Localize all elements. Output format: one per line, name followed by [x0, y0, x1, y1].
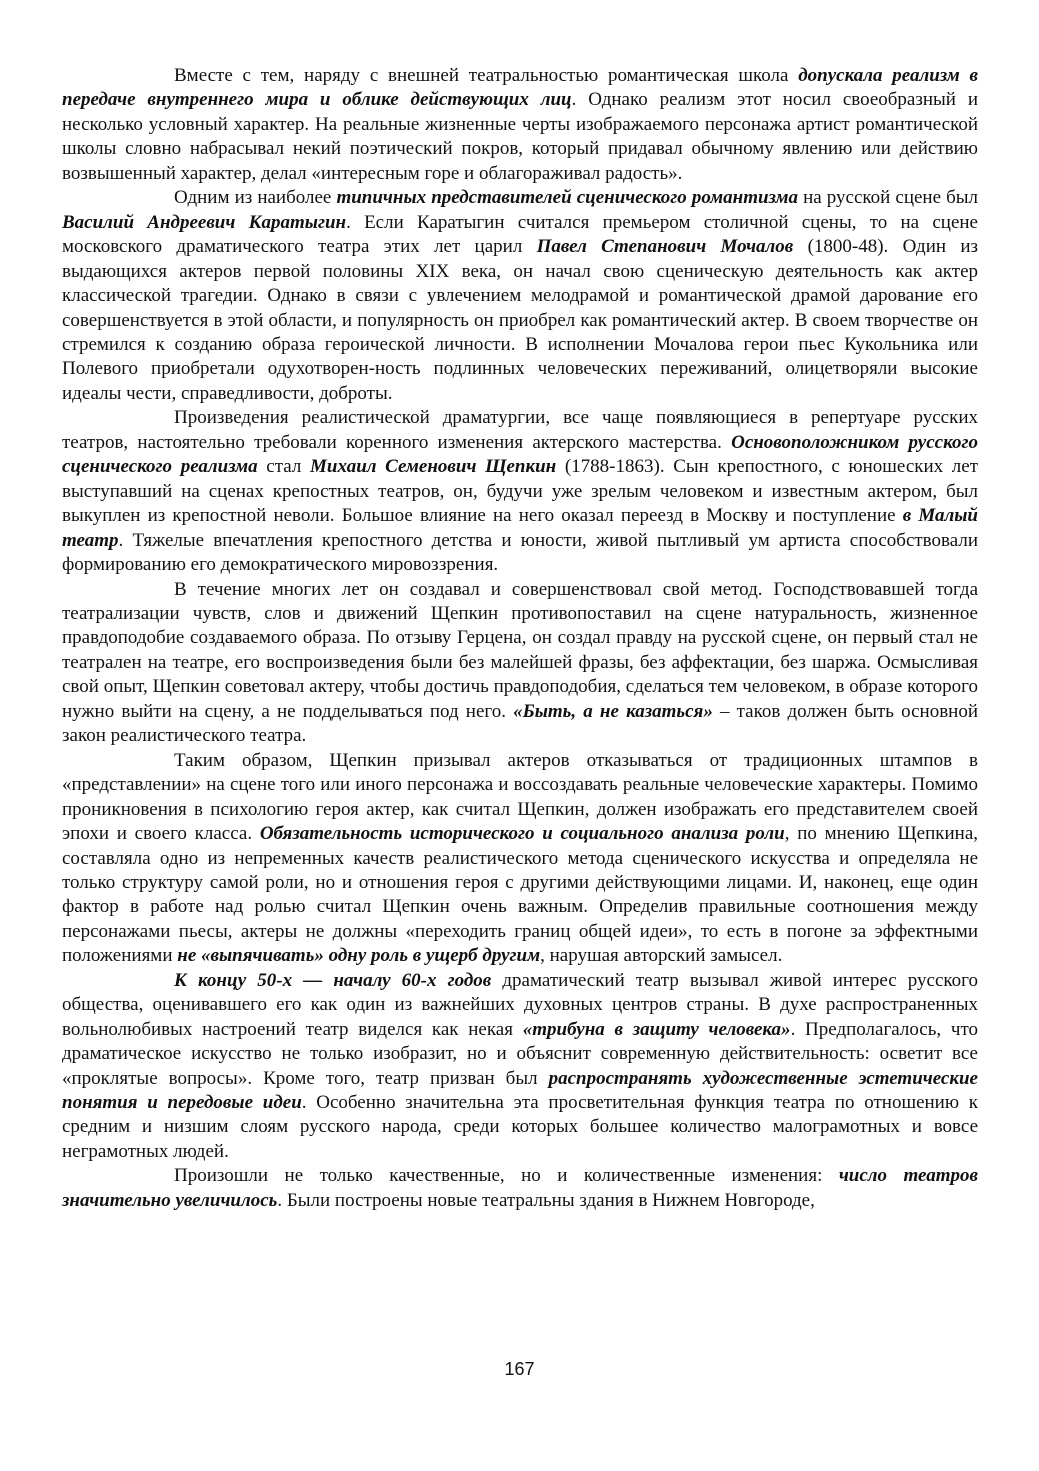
emphasis-text: Василий Андреевич Каратыгин [62, 211, 347, 233]
paragraph [62, 186, 978, 406]
emphasis-text: не «выпячивать» одну роль в ущерб другим [177, 945, 541, 967]
paragraph [62, 749, 978, 969]
emphasis-text: Павел Степанович Мочалов [536, 236, 794, 258]
page-number: 167 [504, 1359, 535, 1379]
body-text: , по мнению Щепкина, составляла одно из непременных качеств реалистического метода сценического искусства и определяла не только структуру самой роли, но и отношения героя с другими действующими лицами. И, наконец, еще один фактор в работе над ролью считал Щепкин очень важным. Определив правильные соотношения между персонажами пьесы, актеры не должны «переходить границ общей идеи», то есть в погоне за эффектными положениями [62, 823, 979, 967]
body-text: драматический театр вызывал живой интерес русского общества, оценивавшего его как один из важнейших духовных центров страны. В духе распространенных вольнолюбивых настроений театр виделся как некая [62, 969, 978, 1040]
body-text: . Предполагалось, что драматическое искусство не только изобразит, но и объяснит современную действительность: осветит все «проклятые вопросы». Кроме того, театр призван был [62, 1018, 978, 1089]
body-text: – таков должен быть основной закон реалистического театра. [62, 700, 979, 747]
emphasis-text: допускала реализм в передаче внутреннего мира и облике действующих лиц [62, 65, 978, 111]
paragraph [62, 64, 978, 186]
page-body [62, 64, 978, 1213]
emphasis-text: «трибуна в защиту человека» [522, 1018, 791, 1040]
emphasis-text: типичных представителей сценического романтизма [336, 187, 799, 209]
body-text: (1788-1863). Сын крепостного, с юношеских лет выступавший на сценах крепостных театров, он, будучи уже зрелым человеком и известным актером, был выкуплен из крепостной неволи. Большое влияние на него оказал переезд в Москву и поступление [62, 456, 979, 527]
emphasis-text: распространять художественные эстетические понятия и передовые идеи [62, 1067, 978, 1114]
emphasis-text: Обязательность исторического и социального анализа роли [259, 823, 785, 845]
emphasis-text: число театров значительно увеличилось [62, 1165, 978, 1211]
paragraph [62, 969, 978, 1165]
emphasis-text: Основоположником русского сценического реализма [62, 431, 979, 478]
body-text: . Если Каратыгин считался премьером столичной сцены, то на сцене московского драматического театра этих лет царил [62, 211, 978, 258]
body-text: . Особенно значительна эта просветительная функция театра по отношению к средним и низшим слоям русского народа, среди которых большее количество малограмотных и вовсе неграмотных людей. [62, 1092, 979, 1162]
emphasis-text: «Быть, а не казаться» [513, 700, 713, 722]
body-text: стал [257, 456, 310, 478]
emphasis-text: Михаил Семенович Щепкин [309, 456, 557, 478]
body-text: Вместе с тем, наряду с внешней театральностью романтическая школа [174, 65, 799, 86]
body-text: Произошли не только качественные, но и количественные изменения: [174, 1165, 839, 1187]
body-text: Одним из наиболее [174, 187, 337, 209]
emphasis-text: К концу 50-х — началу 60-х годов [174, 969, 492, 991]
paragraph [62, 578, 978, 749]
emphasis-text: в Малый театр [62, 505, 978, 551]
body-text: . Тяжелые впечатления крепостного детства и юности, живой пытливый ум артиста способствовали формированию его демократического мировоззрения. [62, 529, 978, 576]
body-text: В течение многих лет он создавал и совершенствовал свой метод. Господствовавшей тогда театрализации чувств, слов и движений Щепкин противопоставил на сцене натуральность, жизненное правдоподобие создаваемого образа. По отзыву Герцена, он создал правду на русской сцене, он первый стал не театрален на театре, его воспроизведения были без малейшей фразы, без аффектации, без шаржа. Осмысливая свой опыт, Щепкин советовал актеру, чтобы достичь правдоподобия, сделаться тем человеком, в образе которого нужно выйти на сцену, а не подделываться под него. [62, 578, 978, 722]
body-text: на русской сцене был [798, 187, 979, 209]
body-text: . Однако реализм этот носил своеобразный и несколько условный характер. На реальные жизненные черты изображаемого персонажа артист романтической школы словно набрасывал некий поэтический покров, который придавал обычному явлению или действию возвышенный характер, делал «интересным горе и облагораживал радость». [62, 89, 978, 184]
body-text: , нарушая авторский замысел. [540, 945, 783, 967]
paragraph [62, 406, 978, 577]
body-text: (1800-48). Один из выдающихся актеров первой половины XIX века, он начал свою сценическую деятельность как актер классической трагедии. Однако в связи с увлечением мелодрамой и романтической драмой дарование его совершенствуется в этой области, и популярность он приобрел как романтический актер. В своем творчестве он стремился к созданию образа героической личности. В исполнении Мочалова герои пьес Кукольника или Полевого приобретали одухотворен-ность подлинных человеческих переживаний, олицетворяли высокие идеалы чести, справедливости, доброты. [62, 236, 979, 404]
body-text: Произведения реалистической драматургии, все чаще появляющиеся в репертуаре русских театров, настоятельно требовали коренного изменения актерского мастерства. [62, 407, 978, 453]
body-text: . Были построены новые театральны здания в Нижнем Новгороде, [277, 1189, 815, 1211]
body-text: Таким образом, Щепкин призывал актеров отказываться от традиционных штампов в «представлении» на сцене того или иного персонажа и воссоздавать реальные человеческие характеры. Помимо проникновения в психологию героя актер, как считал Щепкин, должен изображать его представителем своей эпохи и своего класса. [62, 749, 978, 845]
paragraph [62, 1164, 978, 1213]
